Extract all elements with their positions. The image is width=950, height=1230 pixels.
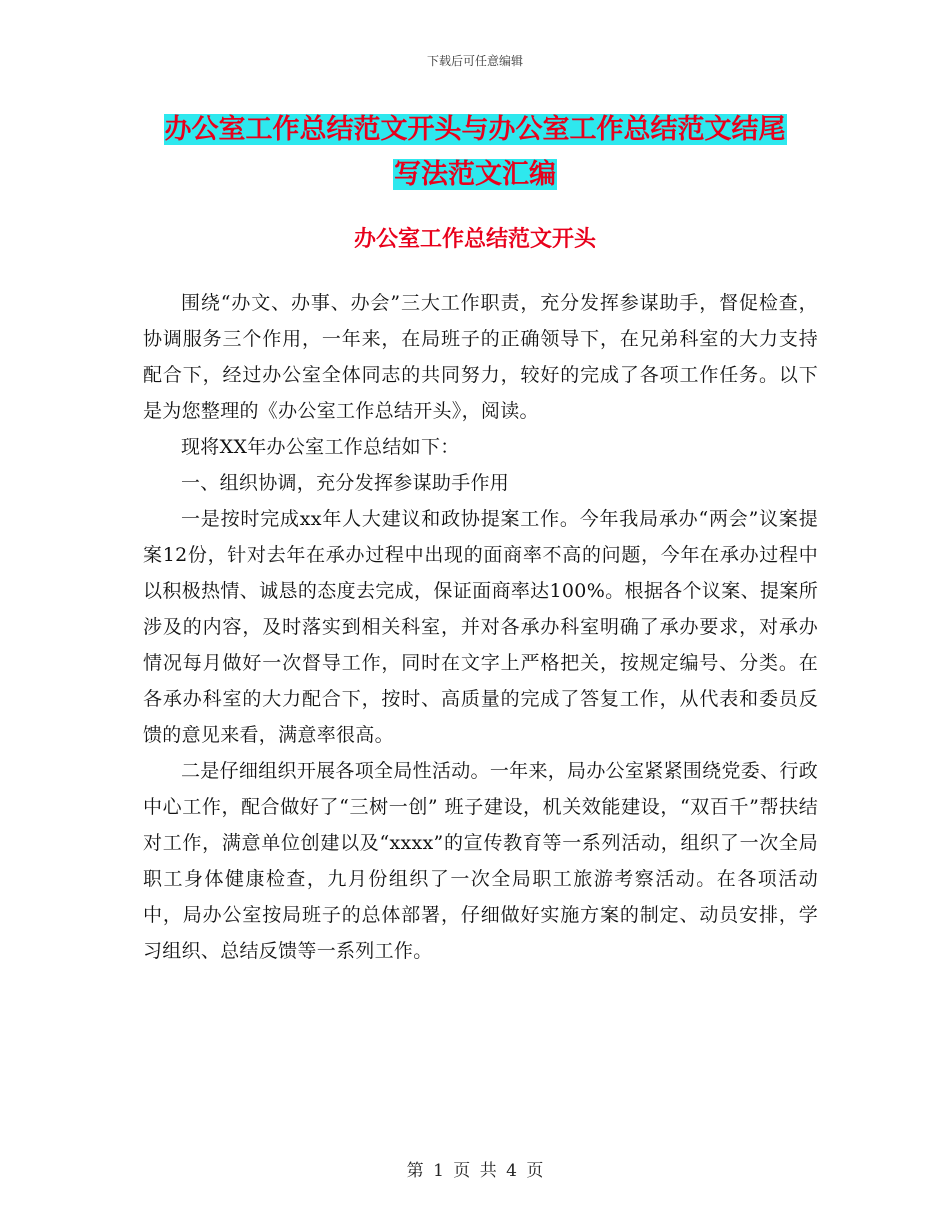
paragraph: 现将XX年办公室工作总结如下： [181,436,460,458]
paragraph: 一是按时完成xx年人大建议和政协提案工作。今年我局承办“两会”议案提案12份，针对去年在承办过程中出现的面商率不高的问题，今年在承办过程中以积极热情、诚恳的态度去完成，保证面商率达100%。根据各个议案、提案所涉及的内容，及时落实到相关科室，并对各承办科室明确了承办要求，对承办情况每月做好一次督导工作，同时在文字上严格把关，按规定编号、分类。在各承办科室的大力配合下，按时、高质量的完成了答复工作，从代表和委员反馈的意见来看，满意率很高。 [143,508,818,746]
document-title-text: 办公室工作总结范文开头与办公室工作总结范文结尾 [164,114,786,145]
document-title-line-1 [0,112,950,148]
header-note: 下载后可任意编辑 [426,54,523,68]
document-title-text: 写法范文汇编 [394,159,556,190]
document-body [143,285,818,969]
paragraph: 围绕“办文、办事、办会”三大工作职责，充分发挥参谋助手，督促检查，协调服务三个作用，一年来，在局班子的正确领导下，在兄弟科室的大力支持配合下，经过办公室全体同志的共同努力，较好的完成了各项工作任务。以下是为您整理的《办公室工作总结开头》，阅读。 [143,292,818,422]
document-title-line-2 [0,157,950,193]
paragraph: 二是仔细组织开展各项全局性活动。一年来，局办公室紧紧围绕党委、行政中心工作，配合做好了“三树一创” 班子建设，机关效能建设，“双百千”帮扶结对工作，满意单位创建以及“xxxx”的宣传教育等一系列活动，组织了一次全局职工身体健康检查，九月份组织了一次全局职工旅游考察活动。在各项活动中，局办公室按局班子的总体部署，仔细做好实施方案的制定、动员安排，学习组织、总结反馈等一系列工作。 [143,760,818,962]
page-number: 第 1 页 共 4 页 [406,1161,544,1181]
paragraph: 一、组织协调，充分发挥参谋助手作用 [181,472,510,494]
section-title: 办公室工作总结范文开头 [353,227,596,252]
